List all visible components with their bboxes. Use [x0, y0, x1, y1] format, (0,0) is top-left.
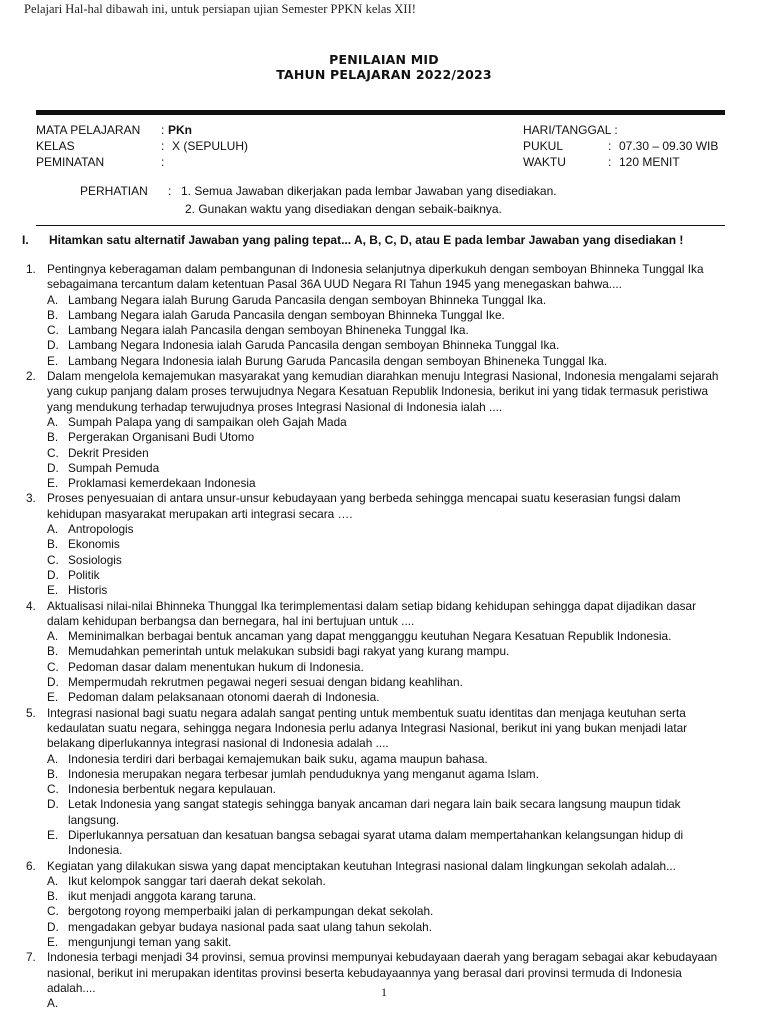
option-label: D.	[47, 919, 59, 934]
option-label: C.	[47, 445, 59, 460]
option-text: ikut menjadi anggota karang taruna.	[68, 889, 257, 904]
option-item	[47, 782, 726, 797]
option-item	[47, 354, 726, 369]
option-item	[47, 415, 726, 430]
option-item	[47, 767, 726, 782]
question-number: 5.	[26, 705, 36, 720]
option-label: A.	[47, 873, 59, 888]
option-text: Politik	[68, 567, 100, 582]
mata-pelajaran-value: PKn	[168, 123, 192, 137]
option-label: D.	[47, 675, 59, 690]
question-number: 6.	[26, 858, 36, 873]
option-item	[47, 904, 726, 919]
question-item	[26, 262, 726, 369]
option-text: Meminimalkan berbagai bentuk ancaman yang dapat mengganggu keutuhan Negara Kesatuan Republik Indonesia.	[68, 629, 672, 644]
option-text: Dekrit Presiden	[68, 445, 149, 460]
option-item	[47, 323, 726, 338]
option-text: Ikut kelompok sanggar tari daerah dekat sekolah.	[68, 873, 326, 888]
option-item	[47, 537, 726, 552]
option-label: A.	[47, 292, 59, 307]
option-text: Sumpah Palapa yang di sampaikan oleh Gajah Mada	[68, 414, 347, 429]
study-note: Pelajari Hal-hal dibawah ini, untuk persiapan ujian Semester PPKN kelas XII!	[24, 2, 416, 16]
option-text: Lambang Negara ialah Burung Garuda Pancasila dengan semboyan Bhinneka Tunggal Ika.	[68, 292, 547, 307]
option-label: A.	[47, 414, 59, 429]
question-text: Kegiatan yang dilakukan siswa yang dapat menciptakan keutuhan Integrasi nasional dalam lingkungan sekolah adalah...	[47, 858, 676, 873]
colon: :	[608, 139, 612, 153]
option-label: E.	[47, 583, 59, 598]
option-label: C.	[47, 323, 59, 338]
option-text: Pedoman dasar dalam menentukan hukum di Indonesia.	[68, 659, 364, 674]
option-item	[47, 629, 726, 644]
question-item	[26, 599, 726, 706]
question-number: 1.	[26, 262, 36, 276]
option-text: Pergerakan Organisani Budi Utomo	[68, 430, 255, 445]
option-item	[47, 660, 726, 675]
page-number: 1	[381, 985, 387, 999]
question-text: Proses penyesuaian di antara unsur-unsur kebudayaan yang berbeda sehingga mencapai suatu keserasian fungsi dalam kehidupan masyarakat merupakan arti integrasi secara ….	[47, 491, 681, 521]
option-text: Pedoman dalam pelaksanaan otonomi daerah di Indonesia.	[68, 690, 380, 705]
option-item	[47, 446, 726, 461]
perhatian-item-2: 2. Gunakan waktu yang disediakan dengan sebaik-baiknya.	[185, 202, 502, 216]
colon: :	[161, 139, 165, 153]
option-label: C.	[47, 782, 59, 797]
question-number: 2.	[26, 369, 36, 384]
question-item	[26, 859, 726, 951]
colon: :	[161, 123, 165, 137]
option-item	[47, 553, 726, 568]
question-text: Integrasi nasional bagi suatu negara adalah sangat penting untuk membentuk suatu identitas dan menjaga keutuhan serta kedaulatan suatu negara, sehingga negara Indonesia perlu adanya Integrasi Nasional, berikut ini yang bukan menjadi latar belakang diperlukannya integrasi nasional di Indonesia adalah ....	[47, 705, 688, 751]
mata-pelajaran-label: MATA PELAJARAN	[36, 123, 141, 137]
kelas-value: X (SEPULUH)	[172, 139, 249, 153]
option-item	[47, 828, 726, 859]
pukul-value: 07.30 – 09.30 WIB	[619, 139, 719, 153]
section-number: I.	[22, 233, 29, 247]
option-label: D.	[47, 797, 59, 812]
option-text: Indonesia terdiri dari berbagai kemajemukan baik suku, agama maupun bahasa.	[68, 751, 488, 766]
option-label: B.	[47, 537, 59, 552]
option-label: B.	[47, 766, 59, 781]
waktu-value: 120 MENIT	[619, 155, 680, 169]
option-item	[47, 338, 726, 353]
option-item	[47, 430, 726, 445]
perhatian-label: PERHATIAN	[80, 184, 148, 198]
pukul-label: PUKUL	[523, 139, 564, 153]
question-text: Dalam mengelola kemajemukan masyarakat yang kemudian diarahkan menuju Integrasi Nasional, Indonesia mengalami sejarah yang cukup panjang dalam proses terwujudnya Negara Kesatuan Republik Indonesia, berikut ini yang tidak termasuk peristiwa yang mendukung terhadap terwujudnya proses Integrasi Nasional di Indonesia ialah ....	[47, 369, 719, 414]
option-label: D.	[47, 460, 59, 475]
header-divider-thin	[36, 225, 725, 226]
option-text: mengadakan gebyar budaya nasional pada saat ulang tahun sekolah.	[68, 919, 433, 934]
option-label: A.	[47, 629, 59, 644]
option-item	[47, 690, 726, 705]
option-label: C.	[47, 904, 59, 919]
option-item	[47, 293, 726, 308]
option-label: B.	[47, 430, 59, 445]
option-text: Historis	[68, 583, 108, 598]
question-number: 3.	[26, 491, 36, 506]
hari-tanggal-label: HARI/TANGGAL :	[523, 123, 618, 137]
question-text: Indonesia terbagi menjadi 34 provinsi, semua provinsi mempunyai kebudayaan daerah yang beragam sebagai akar kebudayaan nasional, berikut ini merupakan identitas provinsi beserta kebudayaannya yang berasal dari provinsi termuda di Indonesia adalah....	[47, 950, 718, 995]
option-text: Sumpah Pemuda	[68, 460, 160, 475]
option-text: Lambang Negara ialah Garuda Pancasila dengan semboyan Bhinneka Tunggal Ike.	[68, 307, 505, 322]
option-item	[47, 568, 726, 583]
colon: :	[161, 155, 165, 169]
option-label: A.	[47, 522, 59, 537]
question-item	[26, 491, 726, 598]
option-label: B.	[47, 307, 59, 322]
perhatian-item-1: 1. Semua Jawaban dikerjakan pada lembar Jawaban yang disediakan.	[181, 184, 557, 198]
question-number: 4.	[26, 598, 36, 613]
option-text: Diperlukannya persatuan dan kesatuan bangsa sebagai syarat utama dalam mempertahankan kelangsungan hidup di Indonesia.	[68, 827, 684, 858]
option-label: E.	[47, 353, 59, 368]
option-text: Lambang Negara Indonesia ialah Garuda Pancasila dengan semboyan Bhinneka Tunggal Ika.	[68, 338, 560, 353]
option-item	[47, 476, 726, 491]
option-label: E.	[47, 935, 59, 950]
waktu-label: WAKTU	[523, 155, 566, 169]
colon: :	[168, 184, 172, 198]
option-text: Sosiologis	[68, 552, 122, 567]
question-list	[26, 262, 726, 1011]
option-text: Lambang Negara Indonesia ialah Burung Garuda Pancasila dengan semboyan Bhineneka Tunggal Ika.	[68, 353, 608, 368]
question-item	[26, 369, 726, 491]
option-label: E.	[47, 476, 59, 491]
option-item	[47, 935, 726, 950]
question-text: Aktualisasi nilai-nilai Bhinneka Thunggal Ika terimplementasi dalam setiap bidang kehidupan sehingga dapat dijadikan dasar dalam kehidupan berbangsa dan bernegara, hal ini bertujuan untuk ....	[47, 598, 697, 628]
option-text: bergotong royong memperbaiki jalan di perkampungan dekat sekolah.	[68, 904, 434, 919]
option-item	[47, 889, 726, 904]
question-text: Pentingnya keberagaman dalam pembangunan di Indonesia selanjutnya diperkukuh dengan semboyan Bhinneka Tunggal Ika sebagaimana tercantum dalam ketentuan Pasal 36A UUD Negara RI Tahun 1945 yang menegaskan bahwa....	[47, 262, 704, 292]
option-label: B.	[47, 889, 59, 904]
option-label: C.	[47, 552, 59, 567]
option-label: E.	[47, 690, 59, 705]
option-item	[47, 874, 726, 889]
page-title: PENILAIAN MID	[329, 52, 439, 67]
option-text: Letak Indonesia yang sangat stategis sehingga banyak ancaman dari negara lain baik secara langsung maupun tidak langsung.	[68, 797, 681, 827]
page-subtitle: TAHUN PELAJARAN 2022/2023	[276, 67, 492, 82]
option-item	[47, 461, 726, 476]
option-text: Mempermudah rekrutmen pegawai negeri sesuai dengan bidang keahlihan.	[68, 675, 463, 690]
option-label: B.	[47, 644, 59, 659]
option-item	[47, 752, 726, 767]
option-label: D.	[47, 567, 59, 582]
section-text: Hitamkan satu alternatif Jawaban yang paling tepat... A, B, C, D, atau E pada lembar Jawaban yang disediakan !	[49, 233, 684, 247]
option-label: A.	[47, 751, 59, 766]
peminatan-label: PEMINATAN	[36, 155, 105, 169]
option-text: Lambang Negara ialah Pancasila dengan semboyan Bhineneka Tunggal Ika.	[68, 323, 469, 338]
option-text: Antropologis	[68, 522, 134, 537]
option-item	[47, 522, 726, 537]
option-label: D.	[47, 338, 59, 353]
option-label: E.	[47, 827, 59, 842]
question-item	[26, 706, 726, 859]
option-label: A.	[47, 996, 59, 1011]
kelas-label: KELAS	[36, 139, 75, 153]
option-item	[47, 675, 726, 690]
option-text: Indonesia merupakan negara terbesar jumlah penduduknya yang menganut agama Islam.	[68, 766, 539, 781]
question-number: 7.	[26, 950, 36, 965]
option-text: Indonesia berbentuk negara kepulauan.	[68, 782, 276, 797]
option-text: Ekonomis	[68, 537, 120, 552]
option-item	[47, 797, 726, 828]
option-text: Memudahkan pemerintah untuk melakukan subsidi bagi rakyat yang kurang mampu.	[68, 644, 510, 659]
option-label: C.	[47, 659, 59, 674]
option-item	[47, 308, 726, 323]
option-item	[47, 583, 726, 598]
colon: :	[608, 155, 612, 169]
option-item	[47, 920, 726, 935]
header-divider-thick	[36, 110, 725, 115]
option-text: mengunjungi teman yang sakit.	[68, 935, 232, 950]
option-text: Proklamasi kemerdekaan Indonesia	[68, 476, 256, 491]
option-item	[47, 644, 726, 659]
